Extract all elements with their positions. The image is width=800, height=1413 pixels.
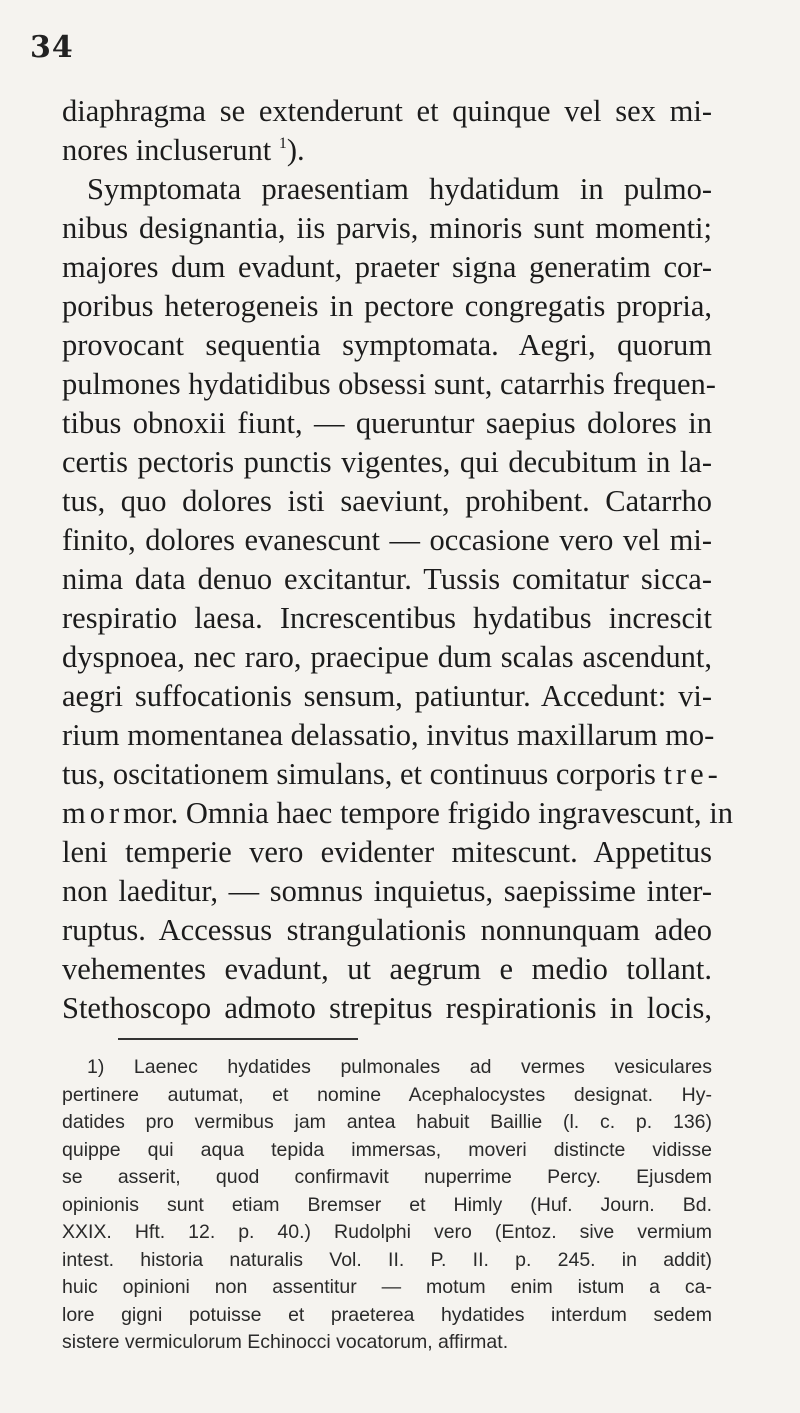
text-line: vehementes evadunt, ut aegrum e medio tollant. — [62, 952, 712, 986]
text-line: respiratio laesa. Increscentibus hydatibus increscit — [62, 601, 712, 635]
text-line: diaphragma se extenderunt et quinque vel sex mi- — [62, 94, 712, 128]
text-line: dyspnoea, nec raro, praecipue dum scalas ascendunt, — [62, 640, 712, 674]
footnote-divider — [118, 1038, 358, 1040]
text-line: certis pectoris punctis vigentes, qui decubitum in la- — [62, 445, 712, 479]
text-line: aegri suffocationis sensum, patiuntur. Accedunt: vi- — [62, 679, 712, 713]
footnote-line: opinionis sunt etiam Bremser et Himly (Huf. Journ. Bd. — [62, 1193, 712, 1216]
footnote-line: pertinere autumat, et nomine Acephalocystes designat. Hy- — [62, 1083, 712, 1106]
text-line: pulmones hydatidibus obsessi sunt, catarrhis frequen- — [62, 367, 716, 401]
footnote-line: huic opinioni non assentitur — motum enim istum a ca- — [62, 1276, 712, 1298]
text-fragment: tus, oscitationem simulans, et continuus corporis — [62, 757, 664, 791]
text-line: majores dum evadunt, praeter signa generatim cor- — [62, 250, 712, 284]
text-line: tibus obnoxii fiunt, — queruntur saepius dolores in — [62, 406, 712, 440]
text-line — [62, 755, 722, 794]
text-line: nibus designantia, iis parvis, minoris sunt momenti; — [62, 211, 712, 245]
text-fragment: mor. Omnia haec tempore frigido ingravescunt, in — [123, 796, 733, 830]
text-line — [62, 131, 712, 170]
spaced-word: tre- — [663, 757, 722, 791]
text-line: tus, quo dolores isti saeviunt, prohibent. Catarrho — [62, 484, 712, 518]
text-line: non laeditur, — somnus inquietus, saepissime inter- — [62, 874, 712, 908]
text-line: rium momentanea delassatio, invitus maxillarum mo- — [62, 718, 715, 752]
text-line: ruptus. Accessus strangulationis nonnunquam adeo — [62, 913, 712, 947]
text-line — [62, 794, 733, 833]
text-line: Stethoscopo admoto strepitus respirationis in locis, — [62, 991, 712, 1025]
text-line: provocant sequentia symptomata. Aegri, quorum — [62, 328, 712, 362]
footnote-line: intest. historia naturalis Vol. II. P. II. p. 245. in addit) — [62, 1248, 712, 1271]
footnote-line: lore gigni potuisse et praeterea hydatides interdum sedem — [62, 1303, 712, 1326]
text-line: leni temperie vero evidenter mitescunt. Appetitus — [62, 835, 712, 869]
spaced-word: mor — [62, 796, 124, 830]
footnote-line: datides pro vermibus jam antea habuit Baillie (l. c. p. 136) — [62, 1111, 712, 1133]
footnote-line: se asserit, quod confirmavit nuperrime Percy. Ejusdem — [62, 1166, 712, 1188]
text-line: nima data denuo excitantur. Tussis comitatur sicca- — [62, 562, 712, 596]
footnote-line: XXIX. Hft. 12. p. 40.) Rudolphi vero (Entoz. sive vermium — [62, 1221, 712, 1243]
footnote-block — [62, 1054, 712, 1357]
text-line: poribus heterogeneis in pectore congregatis propria, — [62, 289, 712, 323]
footnote-line: sistere vermiculorum Echinocci vocatorum, affirmat. — [62, 1331, 509, 1353]
text-line: Symptomata praesentiam hydatidum in pulmo- — [87, 172, 712, 206]
page-number: 34 — [30, 30, 74, 65]
main-text — [62, 92, 733, 1028]
text-fragment: nores incluserunt — [62, 133, 279, 167]
footnote-ref: 1 — [278, 135, 287, 152]
footnote-line: quippe qui aqua tepida immersas, moveri distincte vidisse — [62, 1138, 712, 1161]
text-line: finito, dolores evanescunt — occasione vero vel mi- — [62, 523, 712, 557]
footnote-line: 1) Laenec hydatides pulmonales ad vermes vesiculares — [87, 1056, 712, 1078]
text-fragment: ). — [286, 133, 305, 167]
